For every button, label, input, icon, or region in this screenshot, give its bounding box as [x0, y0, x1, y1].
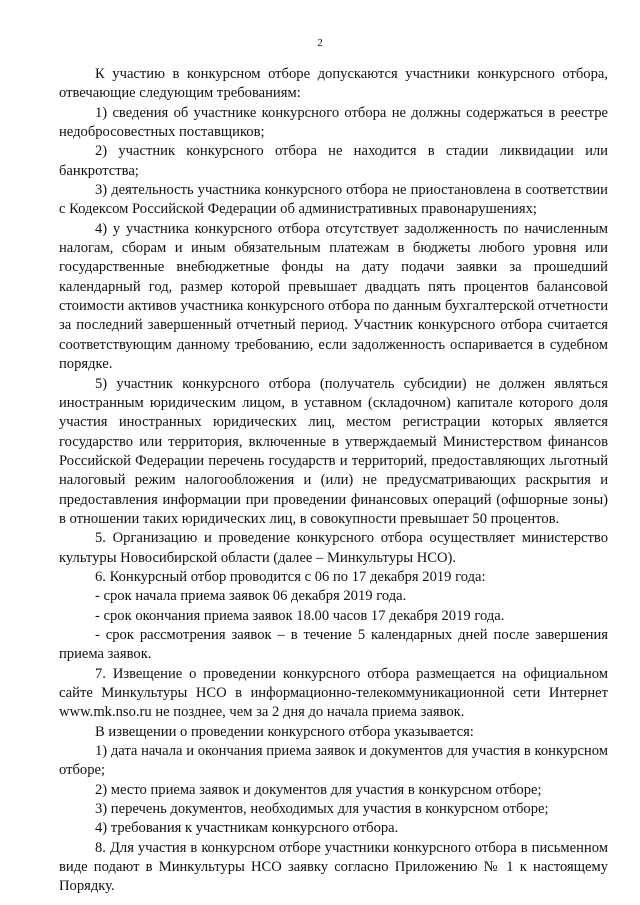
paragraph-req-4: 4) у участника конкурсного отбора отсутствует задолженность по начисленным налогам, сборам и иным обязательным платежам в бюджеты любого уровня или государственные внебюджетные фонды на дату подачи заявки за прошедший календарный год, размер которой превышает двадцать пять процентов балансовой стоимости активов участника конкурсного отбора по данным бухгалтерской отчетности за последний завершенный отчетный период. Участник конкурсного отбора считается соответствующим данному требованию, если задолженность оспаривается в судебном порядке.	[59, 220, 608, 373]
paragraph-notice-4: 4) требования к участникам конкурсного отбора.	[95, 820, 399, 837]
paragraph-notice-1: 1) дата начала и окончания приема заявок и документов для участия в конкурсном отборе;	[59, 743, 608, 779]
paragraph-section-7: 7. Извещение о проведении конкурсного отбора размещается на официальном сайте Минкультуры НСО в информационно-телекоммуникационной сети Интернет www.mk.nso.ru не позднее, чем за 2 дня до начала приема заявок.	[59, 665, 608, 721]
paragraph-notice-2: 2) место приема заявок и документов для участия в конкурсном отборе;	[95, 781, 542, 798]
paragraph-section-8: 8. Для участия в конкурсном отборе участники конкурсного отбора в письменном виде подают в Минкультуры НСО заявку согласно Приложению № 1 к настоящему Порядку.	[59, 839, 608, 895]
paragraph-req-5: 5) участник конкурсного отбора (получатель субсидии) не должен являться иностранным юридическим лицом, в уставном (складочном) капитале которого доля участия иностранных юридических лиц, местом регистрации которых является государство или территория, включенные в утверждаемый Министерством финансов Российской Федерации перечень государств и территорий, предоставляющих льготный налоговый режим налогообложения и (или) не предусматривающих раскрытия и предоставления информации при проведении финансовых операций (офшорные зоны) в отношении таких юридических лиц, в совокупности превышает 50 процентов.	[59, 375, 608, 527]
paragraph-req-2: 2) участник конкурсного отбора не находится в стадии ликвидации или банкротства;	[59, 143, 608, 179]
paragraph-req-3: 3) деятельность участника конкурсного отбора не приостановлена в соответствии с Кодексом Российской Федерации об административных правонарушениях;	[59, 182, 608, 218]
paragraph-review-period: - срок рассмотрения заявок – в течение 5 календарных дней после завершения приема заявок.	[59, 626, 608, 663]
paragraph-req-1: 1) сведения об участнике конкурсного отбора не должны содержаться в реестре недобросовестных поставщиков;	[59, 104, 608, 141]
document-body	[59, 65, 608, 897]
paragraph-intro: К участию в конкурсном отборе допускаются участники конкурсного отбора, отвечающие следующим требованиям:	[59, 66, 608, 102]
paragraph-section-5: 5. Организацию и проведение конкурсного отбора осуществляет министерство культуры Новосибирской области (далее – Минкультуры НСО).	[59, 530, 608, 566]
paragraph-deadline-start: - срок начала приема заявок 06 декабря 2019 года.	[95, 588, 407, 605]
paragraph-section-6: 6. Конкурсный отбор проводится с 06 по 17 декабря 2019 года:	[95, 568, 486, 585]
paragraph-notice-intro: В извещении о проведении конкурсного отбора указывается:	[95, 723, 474, 740]
paragraph-notice-3: 3) перечень документов, необходимых для участия в конкурсном отборе;	[95, 801, 549, 818]
paragraph-deadline-end: - срок окончания приема заявок 18.00 часов 17 декабря 2019 года.	[95, 607, 505, 624]
page-number: 2	[317, 37, 323, 49]
